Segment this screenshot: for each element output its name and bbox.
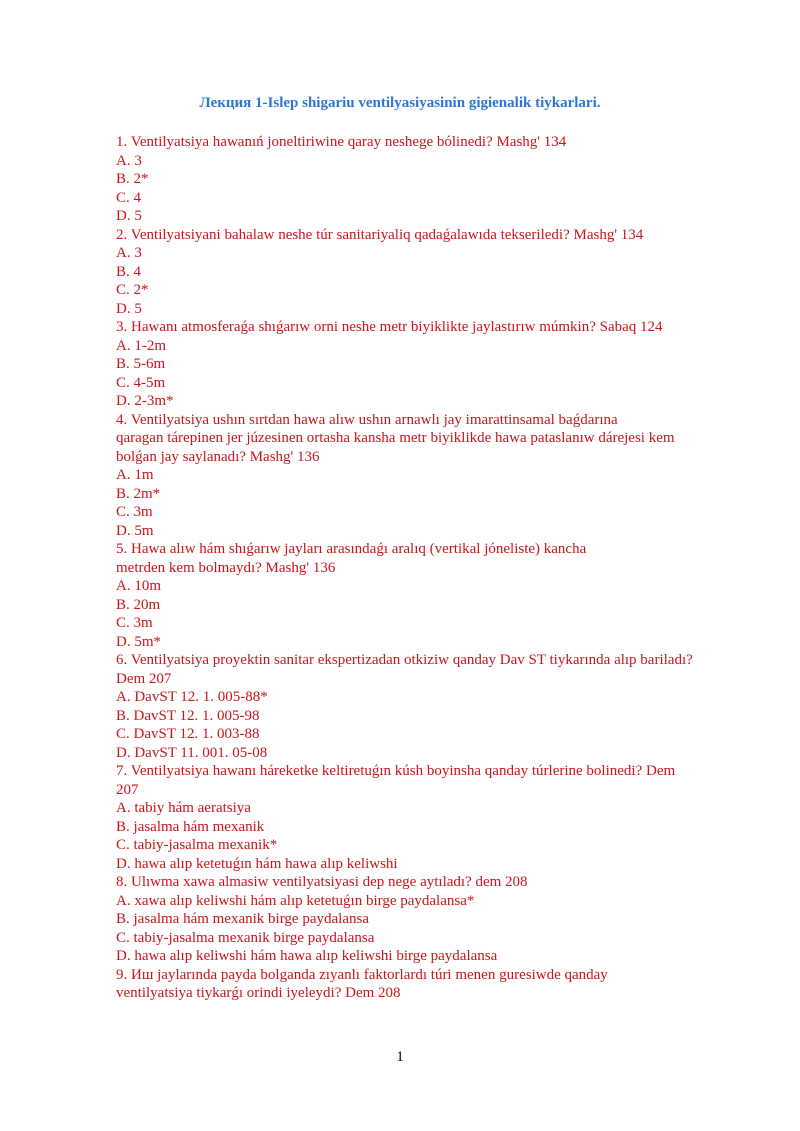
text-line: C. 2*	[116, 282, 149, 298]
text-line: B. 4	[116, 263, 142, 280]
text-line: 3. Hawanı atmosferaǵa shıǵarıw orni neshe metr biyiklikte jaylastırıw múmkin? Sabaq 124	[116, 319, 663, 335]
text-line: B. 2*	[116, 171, 149, 187]
text-line: A. 1m	[116, 467, 154, 483]
text-line: qaragan tárepinen jer júzesinen ortasha kansha metr biyiklikde hawa pataslanıw dárejesi kem	[116, 430, 675, 446]
text-line: C. DavST 12. 1. 003-88	[116, 726, 260, 742]
text-line: Dem 207	[116, 670, 172, 687]
text-line: C. tabiy-jasalma mexanik*	[116, 837, 278, 853]
text-line: bolǵan jay saylanadı? Mashg' 136	[116, 448, 320, 465]
text-line: A. 3	[116, 152, 142, 169]
text-line: B. 20m	[116, 596, 161, 613]
text-line: A. 10m	[116, 578, 161, 594]
text-line: D. 5	[116, 300, 142, 317]
text-line: B. jasalma hám mexanik birge paydalansa	[116, 911, 369, 927]
text-line: 2. Ventilyatsiyani bahalaw neshe túr sanitariyaliq qadaǵalawıda tekseriledi? Mashg' 134	[116, 226, 644, 243]
text-line: D. DavST 11. 001. 05-08	[116, 744, 268, 761]
text-line: A. 1-2m	[116, 337, 166, 354]
text-line: D. hawa alıp keliwshi hám hawa alıp keliwshi birge paydalansa	[116, 948, 498, 964]
text-line: A. tabiy hám aeratsiya	[116, 800, 251, 816]
page-title: Лекция 1-Islep shigariu ventilyasiyasinin gigienalik tiykarlari.	[199, 95, 601, 111]
text-line: 6. Ventilyatsiya proyektin sanitar ekspertizadan otkiziw qanday Dav ST tiykarında alıp bariladı?	[116, 652, 693, 668]
text-line: 7. Ventilyatsiya hawanı háreketke keltiretuǵın kúsh boyinsha qanday túrlerine bolinedi? Dem	[116, 763, 676, 779]
text-line: 9. Иш jaylarında payda bolganda zıyanlı faktorlardı túri menen guresiwde qanday	[116, 966, 608, 983]
text-line: D. 5m	[116, 522, 154, 539]
text-line: D. 5	[116, 208, 142, 224]
text-line: B. 2m*	[116, 485, 161, 502]
text-line: A. DavST 12. 1. 005-88*	[116, 689, 268, 705]
text-line: 5. Hawa alıw hám shıǵarıw jayları arasındaǵı aralıq (vertikal jóneliste) kancha	[116, 541, 587, 557]
text-line: A. 3	[116, 245, 142, 261]
text-line: 4. Ventilyatsiya ushın sırtdan hawa alıw ushın arnawlı jay imarattinsamal baǵdarına	[116, 411, 618, 428]
text-line: B. 5-6m	[116, 356, 166, 372]
text-line: C. 4-5m	[116, 374, 166, 391]
text-line: ventilyatsiya tiykarǵı orindi iyeleydi? Dem 208	[116, 985, 401, 1001]
text-line: D. hawa alıp ketetuǵın hám hawa alıp keliwshi	[116, 855, 398, 872]
text-line: C. tabiy-jasalma mexanik birge paydalansa	[116, 929, 375, 946]
text-line: 1. Ventilyatsiya hawanıń joneltiriwine qaray neshege bólinedi? Mashg' 134	[116, 134, 567, 150]
text-line: C. 4	[116, 189, 142, 206]
text-line: C. 3m	[116, 504, 153, 520]
text-line: 207	[116, 781, 139, 798]
text-line: C. 3m	[116, 615, 153, 631]
document-body	[116, 133, 746, 1003]
text-line: 8. Ulıwma xawa almasiw ventilyatsiyasi dep nege aytıladı? dem 208	[116, 874, 528, 890]
text-line: B. jasalma hám mexanik	[116, 818, 265, 835]
page-number: 1	[396, 1049, 404, 1065]
text-line: metrden kem bolmaydı? Mashg' 136	[116, 559, 336, 576]
text-line: D. 2-3m*	[116, 393, 174, 409]
text-line: A. xawa alıp keliwshi hám alıp ketetuǵın birge paydalansa*	[116, 892, 475, 909]
text-line: D. 5m*	[116, 633, 161, 650]
text-line: B. DavST 12. 1. 005-98	[116, 707, 260, 724]
